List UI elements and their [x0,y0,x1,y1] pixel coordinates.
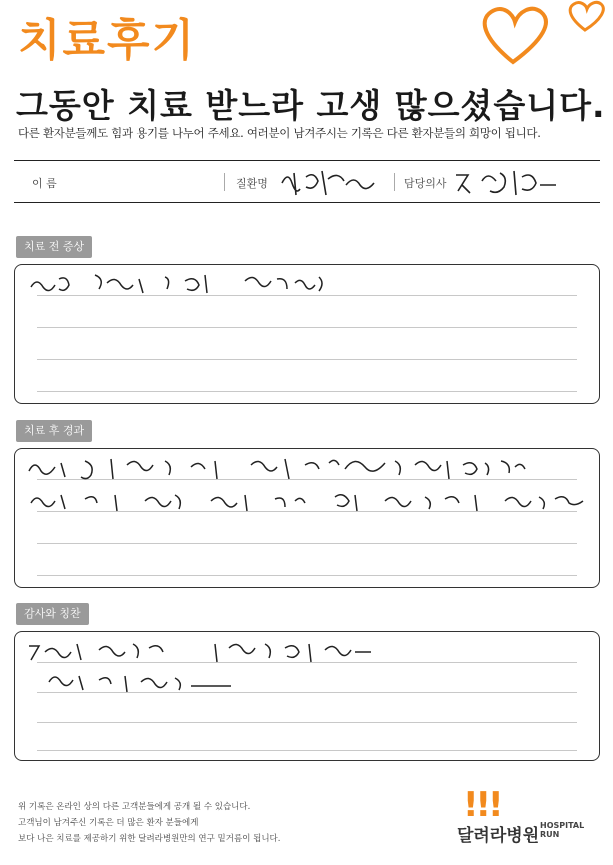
handwriting-line [15,265,601,305]
subline: 다른 환자분들께도 힘과 용기를 나누어 주세요. 여러분이 남겨주시는 기록은 다른 환자분들의 희망이 됩니다. [18,126,541,140]
handwriting-line [15,632,601,702]
handwriting-signature [276,163,386,203]
writing-line [37,391,577,392]
writing-line [37,543,577,544]
patient-info-bar [14,160,600,203]
writing-line [37,750,577,751]
logo-name-en-line: RUN [540,830,560,839]
writing-line [37,359,577,360]
section-label-thanks: 감사와 칭찬 [16,603,89,625]
after-progress-box [14,448,600,588]
heart-icon [473,0,613,80]
page-title: 치료후기 [18,15,197,66]
handwriting-line [15,449,601,521]
hospital-logo [455,785,605,855]
logo-name-en [540,821,584,839]
section-label-after: 치료 후 경과 [16,420,92,442]
section-label-before: 치료 전 증상 [16,236,92,258]
footer-note: 고객님이 남겨주신 기록은 더 많은 환자 분들에게 [18,818,199,828]
footer-notes [18,799,280,847]
handwriting-signature [452,163,562,203]
logo-name-en-line: HOSPITAL [540,821,585,830]
writing-line [37,575,577,576]
writing-line [37,722,577,723]
writing-line [37,327,577,328]
footer-note: 보다 나은 치료를 제공하기 위한 달려라병원만의 연구 밑거름이 됩니다. [18,834,281,844]
headline: 그동안 치료 받느라 고생 많으셨습니다. [16,86,606,125]
footer-note: 위 기록은 온라인 상의 다른 고객분들에게 공개 될 수 있습니다. [18,802,251,812]
name-label: 이 름 [32,177,57,190]
logo-mark: !!! [463,785,501,825]
thanks-box [14,631,600,761]
divider [394,173,395,191]
doctor-label: 담당의사 [404,177,447,190]
disease-label: 질환명 [236,177,268,190]
logo-name-ko: 달려라병원 [457,826,540,846]
divider [224,173,225,191]
before-symptoms-box [14,264,600,404]
